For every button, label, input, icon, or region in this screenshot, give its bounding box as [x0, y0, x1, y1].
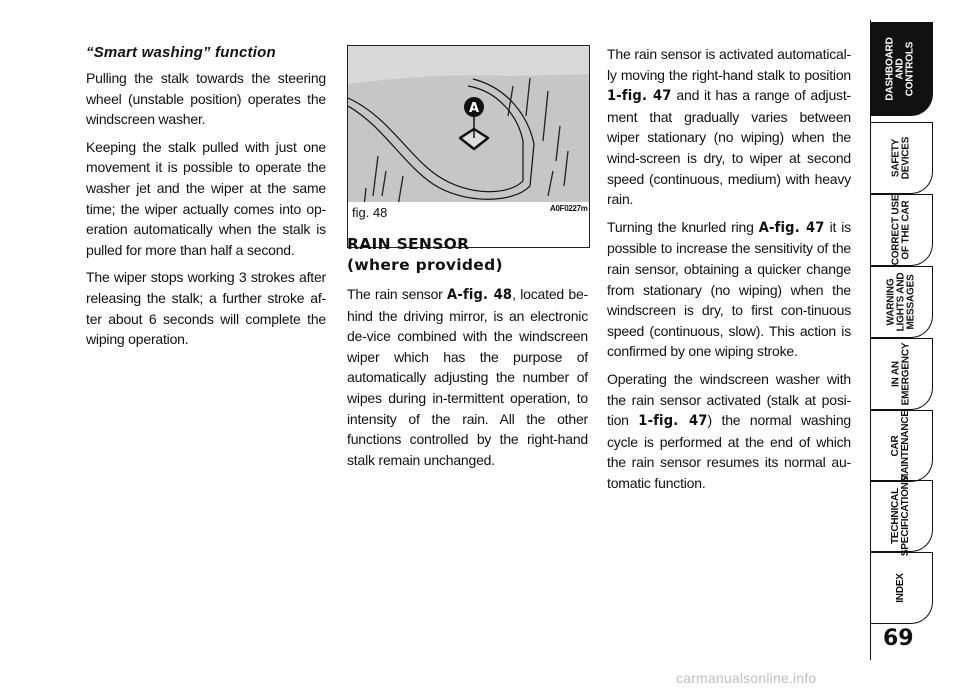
- tab-label: WARNING: [885, 278, 896, 326]
- tab-label: CONTROLS: [905, 41, 917, 97]
- paragraph: Keeping the stalk pulled with just one movement it is possible to operate the washer jet and the wiper at the same time; the wiper actually comes into op-eration automatically when the stalk is pulled for more than half a second.: [86, 138, 326, 258]
- tab-dashboard-and-controls[interactable]: [870, 22, 933, 116]
- tab-label: CORRECT USE: [890, 194, 901, 266]
- tab-label: DEVICES: [899, 136, 911, 180]
- watermark: carmanualsonline.info: [676, 670, 817, 686]
- text-run: it is possible to increase the sensitivity of the rain sensor, obtaining a quicker change from stationary (no wiping) when the windscreen is dry, to first con-tinuous speed (continuous, slow). This action is confirmed by one wiping stroke.: [607, 218, 851, 360]
- figure-label-a: A: [468, 101, 480, 116]
- tab-label: TECHNICAL: [890, 488, 902, 544]
- tab-safety-devices[interactable]: [870, 122, 933, 194]
- paragraph: Pulling the stalk towards the steering wheel (unstable position) operates the windscreen washer.: [86, 70, 326, 128]
- tab-correct-use[interactable]: [870, 194, 933, 266]
- text-run: , located be-hind the driving mirror, is an electronic de-vice combined with the windscreen wiper which has the purpose of automatically adjusting the number of wipes during in-termittent operation, to intensity of the rain. All the other functions controlled by the right-hand stalk remain unchanged.: [347, 286, 589, 468]
- tab-label: IN AN: [890, 361, 901, 387]
- paragraph: [347, 284, 588, 470]
- column-1: [86, 44, 326, 357]
- page-number: 69: [883, 626, 914, 651]
- tab-label: AND: [895, 58, 907, 80]
- paragraph: [607, 44, 851, 210]
- figure-reference: A-fig. 48: [447, 287, 513, 303]
- column-3: [607, 44, 851, 500]
- text-run: Turning the knurled ring: [607, 218, 759, 235]
- text-run: Operating the windscreen washer with the rain sensor activated (stalk at posi-tion: [607, 370, 851, 429]
- figure-caption: fig. 48: [352, 205, 388, 220]
- text-run: The rain sensor is activated automatical-ly moving the right-hand stalk to position: [607, 46, 851, 83]
- tab-car-maintenance[interactable]: [870, 410, 933, 482]
- paragraph: [607, 369, 851, 494]
- figure-reference: 1-fig. 47: [638, 413, 708, 430]
- paragraph: The wiper stops working 3 strokes after releasing the stalk; a further stroke af-ter about 6 seconds will complete the wiping operation.: [86, 269, 326, 348]
- tab-label: MESSAGES: [905, 274, 916, 330]
- tab-label: MAINTENANCE: [900, 410, 911, 482]
- text-run: ) the normal washing cycle is performed at the end of which the rain sensor resumes its normal au-tomatic function.: [607, 412, 851, 491]
- tab-index[interactable]: [870, 552, 933, 624]
- tab-technical-specifications[interactable]: [870, 475, 933, 557]
- tab-label: CAR: [890, 435, 901, 457]
- text-run: The rain sensor: [347, 286, 448, 302]
- tab-label: INDEX: [895, 573, 906, 603]
- tab-label: EMERGENCY: [900, 342, 911, 406]
- smart-washing-heading: “Smart washing” function: [86, 44, 276, 61]
- rain-sensor-heading-line1: RAIN SENSOR: [347, 235, 470, 253]
- figure-reference: 1-fig. 47: [607, 88, 672, 105]
- figure-reference: A-fig. 47: [758, 219, 825, 236]
- tab-label: DASHBOARD: [885, 37, 897, 101]
- tab-label: SPECIFICATIONS: [900, 475, 912, 557]
- paragraph: [607, 217, 851, 362]
- tab-warning-lights[interactable]: [870, 266, 933, 338]
- tab-in-an-emergency[interactable]: [870, 338, 933, 410]
- tab-label: SAFETY: [889, 138, 901, 178]
- figure-code: A0F0227m: [550, 204, 588, 213]
- rain-sensor-heading-line2: (where provided): [347, 256, 503, 274]
- tab-label: OF THE CAR: [900, 200, 911, 260]
- tab-label: LIGHTS AND: [895, 272, 906, 332]
- rain-sensor-heading: [347, 234, 588, 276]
- text-run: and it has a range of adjust-ment that gradually varies between wiper stationary (no wiping) when the wind-screen is dry, to wiper at second speed (continuous, medium) with heavy rain.: [607, 87, 851, 208]
